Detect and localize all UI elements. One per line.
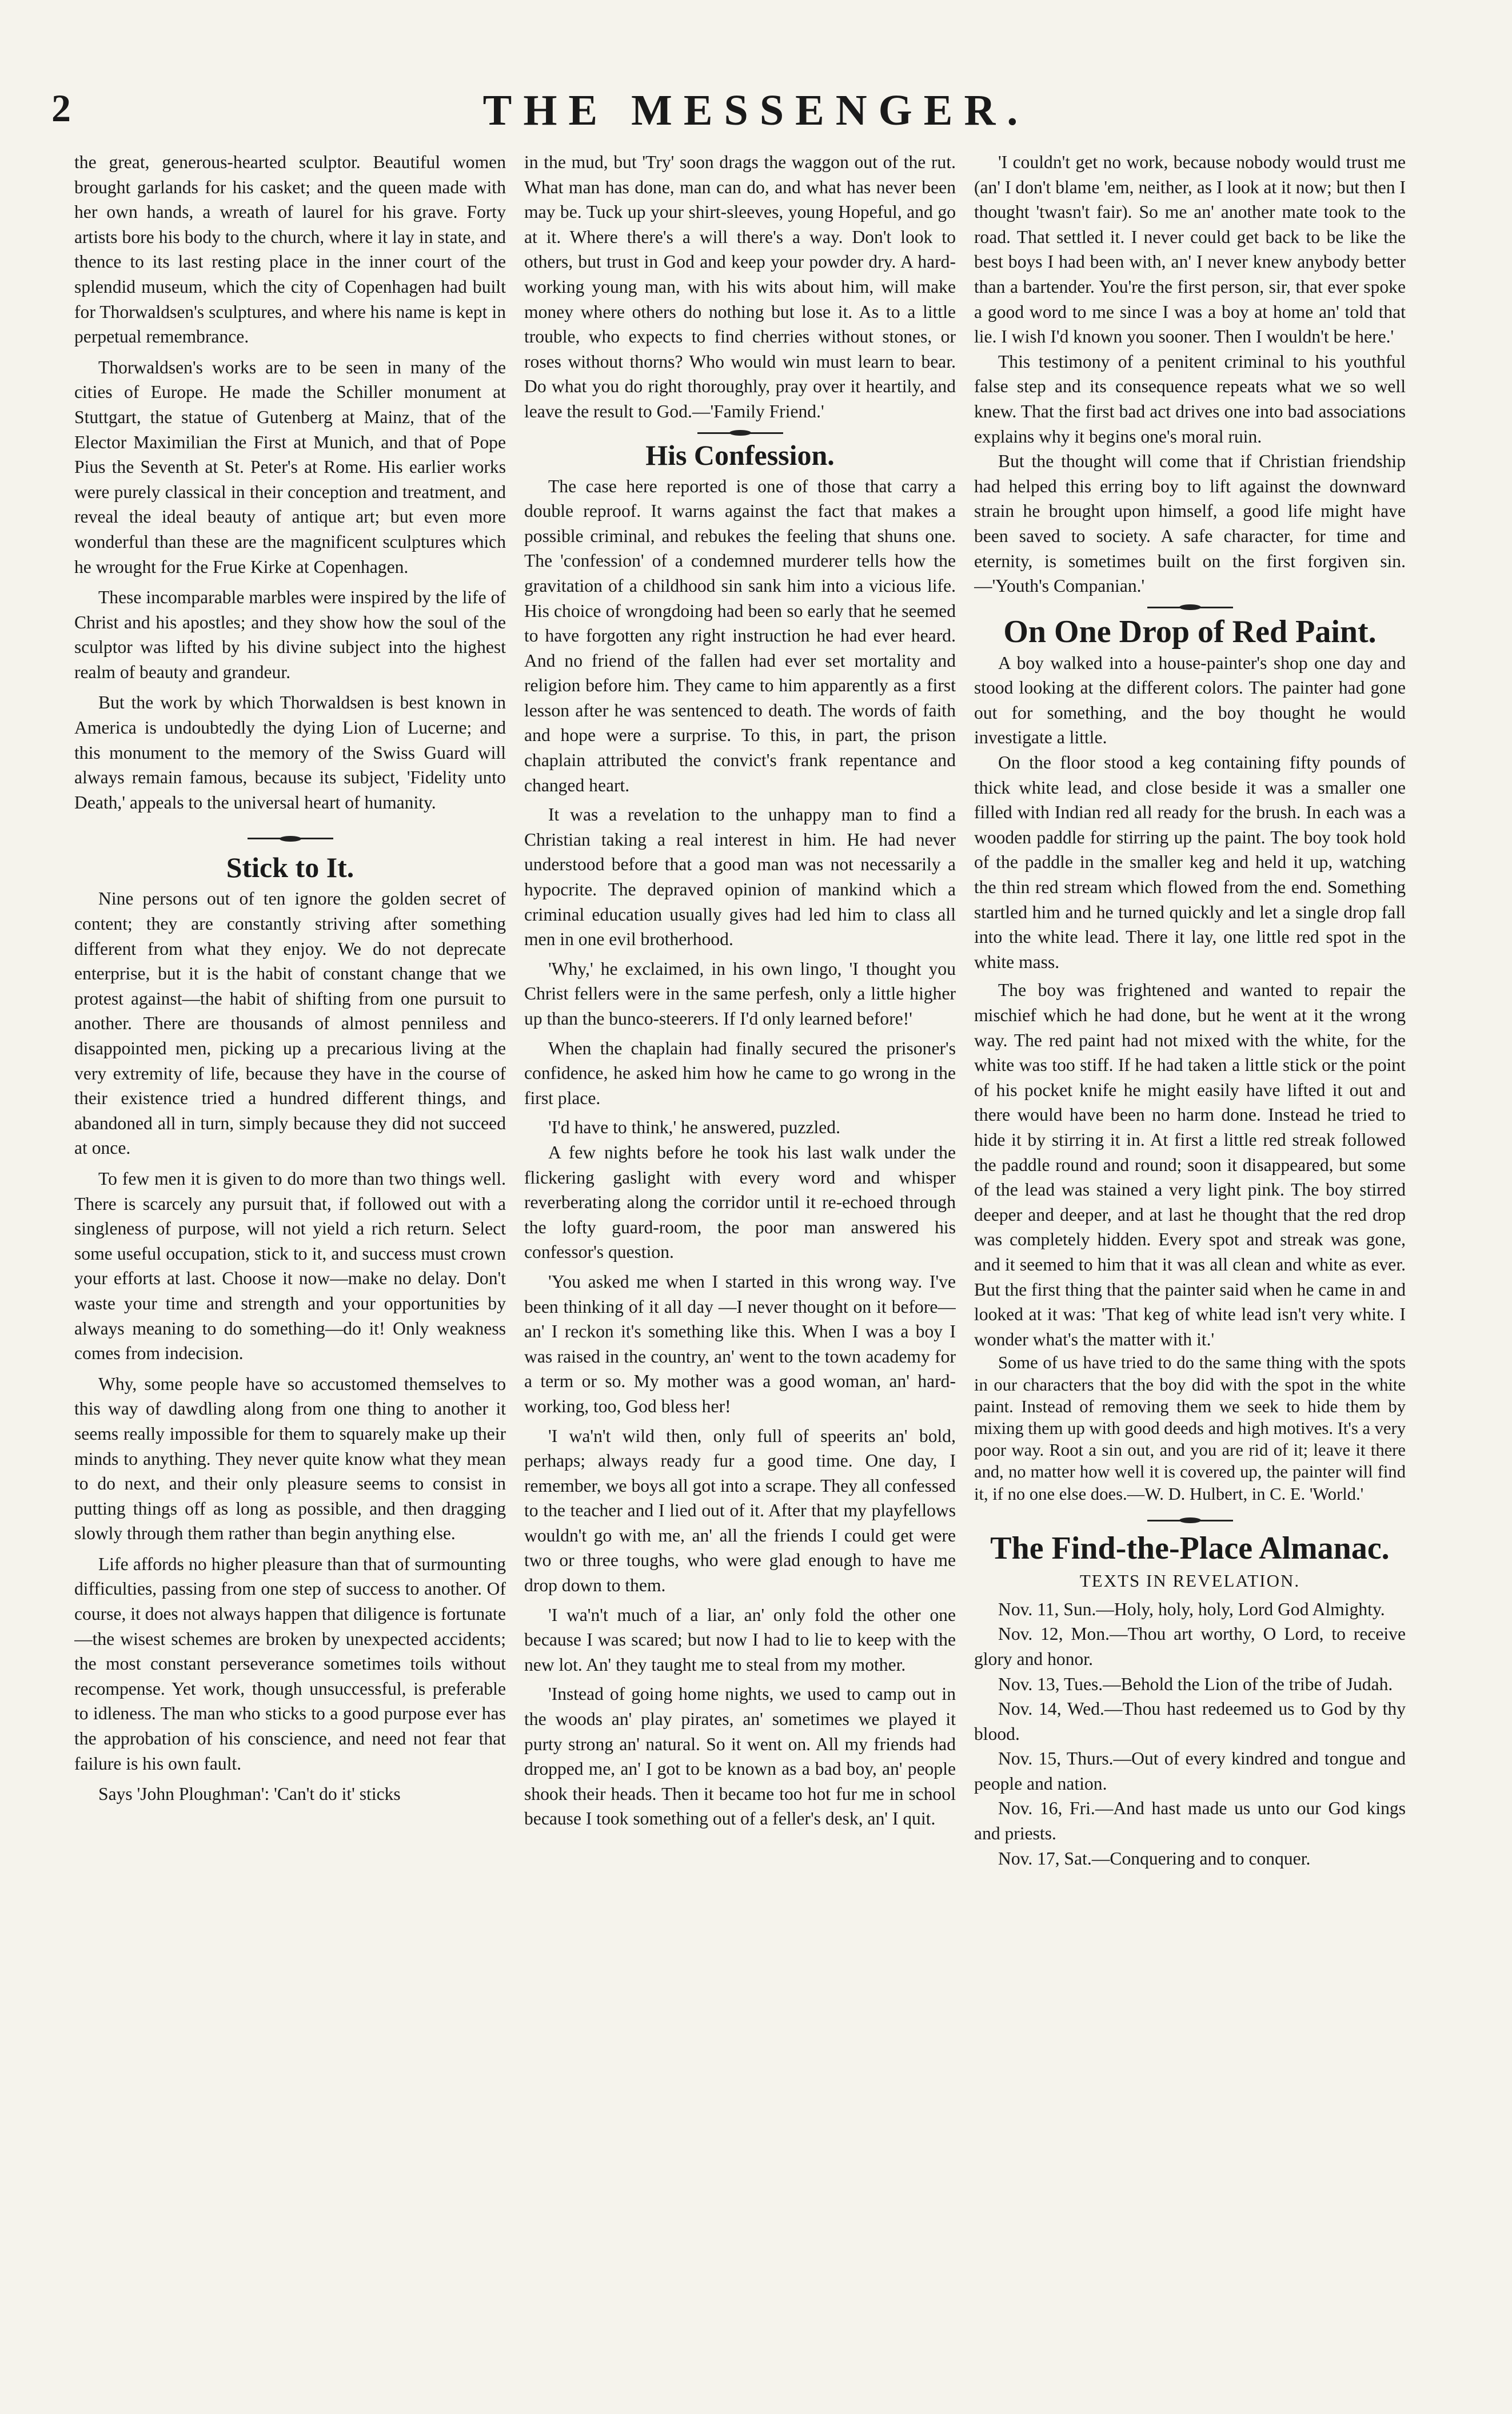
paragraph: 'I wa'n't much of a liar, an' only fold the other one because I was scared; but now I had to lie to keep with the new lot. An' they taught me to steal from my mother. [524,1604,956,1675]
paragraph: Why, some people have so accustomed themselves to this way of dawdling along from one thing to another it seems really impossible for them to squarely make up their minds to anything. They never quite know what they mean to do next, and their only pleasure seems to consist in putting things off as long as possible, and then dragging slowly through them rather than begin anything else. [74,1373,506,1544]
paragraph: The boy was frightened and wanted to repair the mischief which he had done, but he went at it the wrong way. The red paint had not mixed with the white, for the white was too stiff. If he had taken a little stick or the point of his pocket knife he might easily have lifted it out and there would have been no harm done. Instead he tried to hide it by stirring it in. At first a little red streak followed the paddle round and round; soon it disappeared, but some of the lead was stained a very light pink. The boy stirred deeper and deeper, and at last he thought that the red drop was completely hidden. Every spot and streak was gone, and it seemed to him that it was all clean and white as ever. But the first thing that the painter said when he came in and looked at it was: 'That keg of white lead isn't very white. I wonder what's the matter with it.' [974,980,1406,1349]
paragraph: But the thought will come that if Christian friendship had helped this erring boy to lift against the downward strain he brought upon himself, a good life might have been saved to society. A safe character, for time and eternity, is sometimes built on the first forgiven sin.—'Youth's Companian.' [974,451,1406,596]
paragraph: It was a revelation to the unhappy man to find a Christian taking a real interest in him. He had never understood before that a good man was not necessarily a hypocrite. The depraved opinion of mankind which a criminal education usually gives had led him to class all men in one evil brotherhood. [524,804,956,950]
almanac-entry: Nov. 15, Thurs.—Out of every kindred and tongue and people and nation. [974,1748,1406,1794]
paragraph: 'I couldn't get no work, because nobody would trust me (an' I don't blame 'em, neither, as I look at it now; but then I thought 'twasn't fair). So me an' another mate took to the road. That settled it. I never could get back to be like the best boys I had been with, an' I never knew anybody better than a bartender. You're the first person, sir, that ever spoke a good word to me since I was a boy at home an' told that lie. I wish I'd known you sooner. Then I wouldn't be here.' [974,152,1406,347]
column-3 [974,150,1406,2391]
paper-title: THE MESSENGER. [482,86,1030,134]
article-heading-his-confession: His Confession. [645,439,835,471]
paragraph: The case here reported is one of those that carry a double reproof. It warns against the fact that makes a possible criminal, and rebukes the feeling that shuns one. The 'confession' of a condemned murderer tells how the gravitation of a childhood sin sank him into a vicious life. His choice of wrongdoing had been so early that he seemed to have forgotten any right instruction he had ever heard. And no friend of the fallen had ever set mortality and religion before him. They came to him apparently as a first lesson after he was sentenced to death. The words of faith and hope were a surprise. To this, in part, the prison chaplain attributed the convict's frank repentance and changed heart. [524,476,956,795]
paragraph: To few men it is given to do more than two things well. There is scarcely any pursuit that, if followed out with a singleness of purpose, will not yield a rich return. Select some useful occupation, stick to it, and success must crown your efforts at last. Choose it now—make no delay. Don't waste your time and strength and your opportunities by always meaning to do something—do it! Only weakness comes from indecision. [74,1168,506,1364]
paragraph: This testimony of a penitent criminal to his youthful false step and its consequence repeats what we so well knew. That the first bad act drives one into bad associations explains why it begins one's moral ruin. [974,351,1406,447]
article-heading-almanac: The Find-the-Place Almanac. [990,1530,1390,1566]
paragraph: A few nights before he took his last walk under the flickering gaslight with every word and whisper reverberating along the corridor until it re-echoed through the lofty guard-room, the poor man answered his confessor's question. [524,1142,956,1262]
paragraph: 'Why,' he exclaimed, in his own lingo, 'I thought you Christ fellers were in the same perfesh, only a little higher up than the bunco-steerers. If I'd only learned before!' [524,958,956,1029]
article-heading-stick-to-it: Stick to It. [226,851,354,884]
paragraph: 'I wa'n't wild then, only full of speerits an' bold, perhaps; always ready fur a good time. One day, I remember, we boys all got into a scrape. They all confessed to the teacher and I lied out of it. After that my playfellows wouldn't go with me, an' all the friends I could get were two or three toughs, who were glad enough to have me drop down to them. [524,1425,956,1596]
almanac-entry: Nov. 14, Wed.—Thou hast redeemed us to God by thy blood. [974,1699,1406,1744]
almanac-entry: Nov. 17, Sat.—Conquering and to conquer. [998,1848,1311,1869]
paragraph: But the work by which Thorwaldsen is best known in America is undoubtedly the dying Lion of Lucerne; and this monument to the memory of the Swiss Guard will always remain famous, because its subject, 'Fidelity unto Death,' appeals to the universal heart of humanity. [74,692,506,812]
column-1 [74,150,506,2391]
section-divider [524,432,956,434]
paragraph: A boy walked into a house-painter's shop one day and stood looking at the different colors. The painter had gone out for something, and the boy thought he would investigate a little. [974,652,1406,748]
almanac-entry: Nov. 12, Mon.—Thou art worthy, O Lord, to receive glory and honor. [974,1624,1406,1669]
almanac-entry: Nov. 13, Tues.—Behold the Lion of the tribe of Judah. [998,1674,1393,1694]
paragraph: These incomparable marbles were inspired by the life of Christ and his apostles; and they show how the soul of the sculptor was lifted by his divine subject into the highest realm of beauty and grandeur. [74,587,506,682]
almanac-entry: Nov. 11, Sun.—Holy, holy, holy, Lord God Almighty. [998,1599,1385,1619]
paragraph: 'Instead of going home nights, we used to camp out in the woods an' play pirates, an' sometimes we played it purty strong an' natural. So it went on. All my friends had dropped me, an' I got to be known as a bad boy, an' people shook their heads. Then it became too hot fur me in school because I took something out of a feller's desk, an' I quit. [524,1684,956,1829]
paragraph: in the mud, but 'Try' soon drags the waggon out of the rut. What man has done, man can do, and what has never been may be. Tuck up your shirt-sleeves, young Hopeful, and go at it. Where there's a will there's a way. Don't look to others, but trust in God and keep your powder dry. A hard-working young man, with his wits about him, will make money where others do nothing but lose it. As to a little trouble, who expects to find cherries without stones, or roses without thorns? Who would win must learn to bear. Do what you do right thoroughly, pray over it heartily, and leave the result to God.—'Family Friend.' [524,152,956,421]
section-divider [74,838,506,839]
section-divider [974,607,1406,608]
paragraph: Life affords no higher pleasure than that of surmounting difficulties, passing from one step of success to another. Of course, it does not always happen that diligence is fortunate—the wisest schemes are broken by unexpected accidents; the most constant perseverance sometimes toils without recompense. Yet work, though unsuccessful, is preferable to idleness. The man who sticks to a good purpose ever has the approbation of his conscience, and need not fear that failure is his own fault. [74,1553,506,1774]
paragraph: On the floor stood a keg containing fifty pounds of thick white lead, and close beside it was a smaller one filled with Indian red all ready for the brush. In each was a wooden paddle for stirring up the paint. The boy took hold of the paddle in the smaller keg and held it up, watching the thin red stream which flowed from the end. Something startled him and he turned quickly and let a single drop fall into the white lead. There it lay, one little red spot in the white mass. [974,752,1406,972]
paragraph: Says 'John Ploughman': 'Can't do it' sticks [98,1784,401,1804]
column-2 [524,150,956,2391]
almanac-entry: Nov. 16, Fri.—And hast made us unto our God kings and priests. [974,1798,1406,1844]
article-heading-red-paint: On One Drop of Red Paint. [1003,614,1377,650]
almanac-list [974,1597,1406,1871]
paragraph: Thorwaldsen's works are to be seen in many of the cities of Europe. He made the Schiller monument at Stuttgart, the statue of Gutenberg at Mainz, that of the Elector Maximilian the First at Munich, and that of Pope Pius the Seventh at St. Peter's at Rome. His earlier works were purely classical in their conception and treatment, and reveal the ideal beauty of antique art; but even more wonderful than these are the magnificent sculptures which he wrought for the Frue Kirke at Copenhagen. [74,357,506,577]
page-number: 2 [51,86,71,130]
paragraph: the great, generous-hearted sculptor. Beautiful women brought garlands for his casket; and the queen made with her own hands, a wreath of laurel for his grave. Forty artists bore his body to the church, where it lay in state, and thence to its last resting place in the inner court of the splendid museum, which the city of Copenhagen had built for Thorwaldsen's sculptures, and where his name is kept in perpetual remembrance. [74,152,506,347]
masthead [51,86,1461,149]
section-divider [974,1520,1406,1521]
paragraph: 'I'd have to think,' he answered, puzzled. [548,1117,840,1138]
article-columns [74,150,1406,2391]
paragraph: Some of us have tried to do the same thing with the spots in our characters that the boy did with the spot in the white paint. Instead of removing them we seek to hide them by mixing them up with good deeds and high motives. It's a very poor way. Root a sin out, and you are rid of it; leave it there and, no matter how well it is covered up, the painter will find it, if no one else does.—W. D. Hulbert, in C. E. 'World.' [974,1353,1406,1504]
paragraph: 'You asked me when I started in this wrong way. I've been thinking of it all day —I never thought on it before—an' I reckon it's something like this. When I was a boy I was raised in the country, an' went to the town academy for a term or so. My mother was a good woman, an' hard-working, too, God bless her! [524,1271,956,1416]
almanac-subheading: TEXTS IN REVELATION. [1079,1570,1300,1591]
paragraph: Nine persons out of ten ignore the golden secret of content; they are constantly striving after something different from what they enjoy. We do not deprecate enterprise, but it is the habit of constant change that we protest against—the habit of shifting from one pursuit to another. There are thousands of almost penniless and disappointed men, picking up a precarious living at the very extremity of life, because they have in the course of their existence tried a hundred different things, and abandoned all in turn, simply because they did not succeed at once. [74,889,506,1158]
paragraph: When the chaplain had finally secured the prisoner's confidence, he asked him how he came to go wrong in the first place. [524,1038,956,1108]
